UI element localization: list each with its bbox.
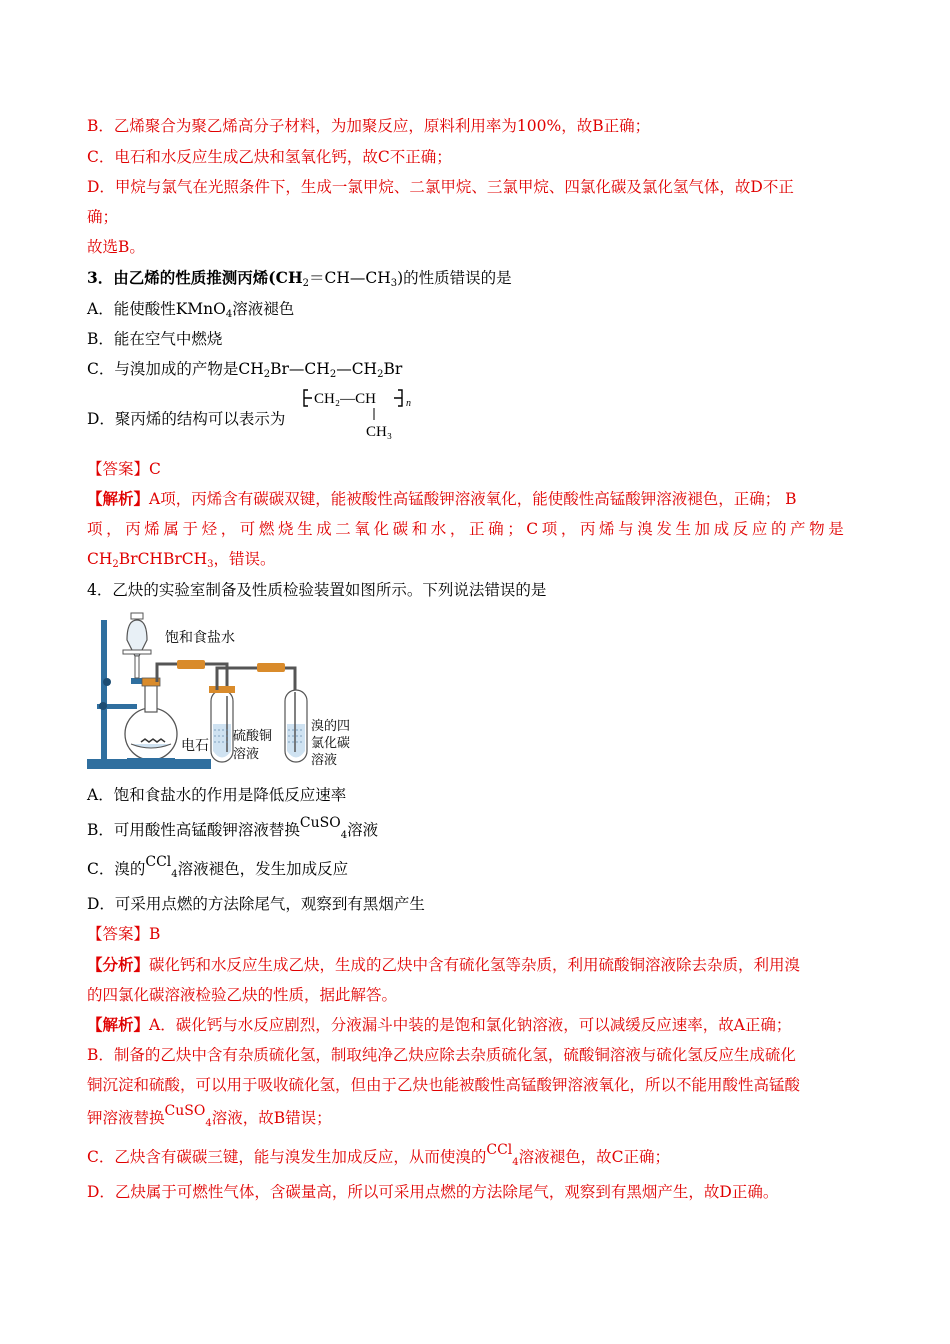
label-cuso4-2: 溶液 <box>233 747 260 762</box>
q3-stem: 3．由乙烯的性质推测丙烯$(CH_2=CH—CH_3)$的性质错误的是 <box>87 268 512 289</box>
q3-option-b: B．能在空气中燃烧 <box>87 330 223 348</box>
q4-answer: 【答案】B <box>87 925 161 943</box>
q4-option-a: A．饱和食盐水的作用是降低反应速率 <box>87 786 347 804</box>
flask <box>125 708 177 760</box>
q3-explanation-line2: 项，丙烯属于烃，可燃烧生成二氧化碳和水，正确；C项，丙烯与溴发生加成反应的产物是 <box>87 520 848 538</box>
q4-explanation-line2: B．制备的乙炔中含有杂质硫化氢，制取纯净乙炔应除去杂质硫化氢，硫酸铜溶液与硫化氢反应生成硫化 <box>87 1046 796 1064</box>
q3-explanation-line3: $CH_2BrCHBrCH_3$，错误。 <box>87 550 276 570</box>
q4-option-b: B．可用酸性高锰酸钾溶液替换CuSO4溶液 <box>87 815 379 841</box>
formula-methyl: CH₃ <box>366 424 393 440</box>
calcium-carbide <box>141 739 165 742</box>
q3-explanation-line1: 【解析】A项，丙烯含有碳碳双键，能被酸性高锰酸钾溶液氧化，能使酸性高锰酸钾溶液褪色，正确； B <box>87 489 797 508</box>
formula-n: n <box>406 398 411 409</box>
q3-option-c: C．与溴加成的产物是$CH_2Br—CH_2—CH_2Br$ <box>87 360 403 380</box>
stand-rod <box>101 620 107 760</box>
label-ccl4-1: 溴的四 <box>311 719 351 734</box>
rubber-tube-1 <box>177 660 205 669</box>
formula-main: CH₂—CH <box>314 391 376 407</box>
label-carbide: 电石 <box>181 738 209 754</box>
q4-option-d: D．可采用点燃的方法除尾气，观察到有黑烟产生 <box>87 895 425 913</box>
polypropylene-structure <box>302 386 422 446</box>
q3-option-d: D．聚丙烯的结构可以表示为 <box>87 410 286 428</box>
q4-analysis-line1: 【分析】碳化钙和水反应生成乙炔，生成的乙炔中含有硫化氢等杂质，利用硫酸铜溶液除去杂质，利用溴 <box>87 955 801 974</box>
q3-option-a: A．能使酸性KMnO$_4$溶液褪色 <box>87 300 295 320</box>
q4-explanation-line4: 钾溶液替换CuSO4溶液，故B错误； <box>87 1103 332 1129</box>
q4-explanation-line6: D．乙炔属于可燃性气体，含碳量高，所以可采用点燃的方法除尾气，观察到有黑烟产生，故D正确。 <box>87 1183 779 1201</box>
q4-analysis-line2: 的四氯化碳溶液检验乙炔的性质，据此解答。 <box>87 986 398 1004</box>
prev-option-b: B．乙烯聚合为聚乙烯高分子材料，为加聚反应，原料利用率为100%，故B正确； <box>87 117 651 135</box>
rubber-tube-2 <box>257 663 285 672</box>
label-ccl4-3: 溶液 <box>311 753 338 768</box>
q4-explanation-line3: 铜沉淀和硫酸，可以用于吸收硫化氢，但由于乙炔也能被酸性高锰酸钾溶液氧化，所以不能用酸性高锰酸 <box>87 1076 801 1094</box>
label-brine: 饱和食盐水 <box>165 630 235 646</box>
prev-option-c: C．电石和水反应生成乙炔和氢氧化钙，故C不正确； <box>87 148 452 166</box>
q4-stem: 4．乙炔的实验室制备及性质检验装置如图所示。下列说法错误的是 <box>87 581 547 599</box>
q4-explanation-line1: 【解析】A．碳化钙与水反应剧烈，分液漏斗中装的是饱和氯化钠溶液，可以减缓反应速率，故A正确； <box>87 1015 792 1034</box>
label-cuso4-1: 硫酸铜 <box>233 729 273 744</box>
prev-option-d-line1: D．甲烷与氯气在光照条件下，生成一氯甲烷、二氯甲烷、三氯甲烷、四氯化碳及氯化氢气体，故D不正 <box>87 178 794 196</box>
q4-option-c: C．溴的CCl4溶液褪色，发生加成反应 <box>87 854 349 880</box>
q3-answer: 【答案】C <box>87 460 161 478</box>
prev-conclusion: 故选B。 <box>87 238 145 256</box>
prev-option-d-line2: 确； <box>87 208 119 226</box>
label-ccl4-2: 氯化碳 <box>311 736 351 751</box>
acetylene-apparatus-figure <box>87 612 377 777</box>
q4-explanation-line5: C．乙炔含有碳碳三键，能与溴发生加成反应，从而使溴的CCl4溶液褪色，故C正确； <box>87 1142 671 1168</box>
